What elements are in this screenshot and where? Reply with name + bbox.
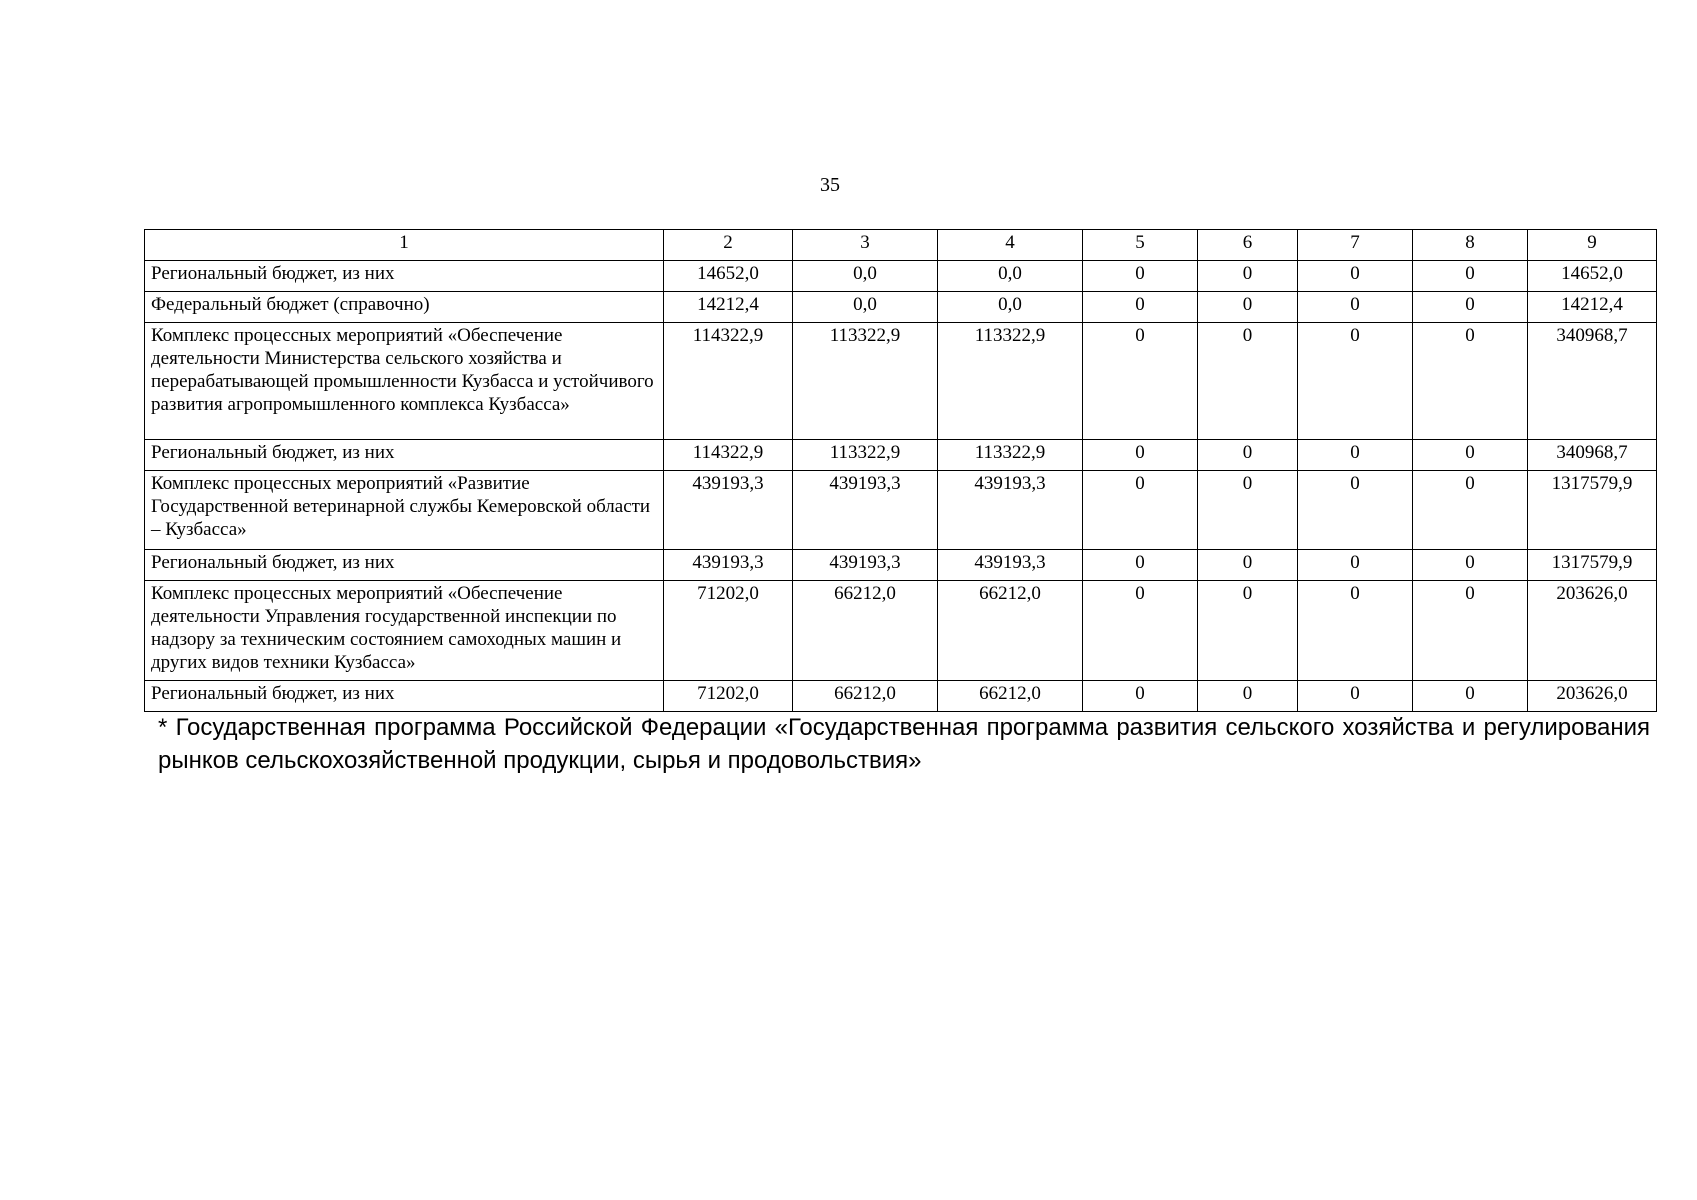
row-name: Региональный бюджет, из них [145, 261, 664, 292]
table-row [145, 581, 1657, 681]
value-cell: 203626,0 [1528, 581, 1657, 681]
value-cell: 439193,3 [938, 471, 1083, 550]
value-cell: 113322,9 [793, 440, 938, 471]
value-cell: 439193,3 [938, 550, 1083, 581]
value-cell: 0,0 [938, 292, 1083, 323]
value-cell: 0 [1298, 440, 1413, 471]
value-cell: 66212,0 [793, 581, 938, 681]
value-cell: 0 [1298, 261, 1413, 292]
row-name: Региональный бюджет, из них [145, 681, 664, 712]
value-cell: 14212,4 [664, 292, 793, 323]
row-name: Комплекс процессных мероприятий «Обеспечение деятельности Управления государственной инспекции по надзору за техническим состоянием самоходных машин и других видов техники Кузбасса» [145, 581, 664, 681]
table-header-row [145, 230, 1657, 261]
value-cell: 113322,9 [938, 323, 1083, 440]
budget-table [144, 229, 1657, 712]
value-cell: 1317579,9 [1528, 550, 1657, 581]
value-cell: 439193,3 [793, 471, 938, 550]
value-cell: 0 [1413, 292, 1528, 323]
value-cell: 0 [1083, 261, 1198, 292]
value-cell: 0 [1198, 292, 1298, 323]
row-name: Региональный бюджет, из них [145, 550, 664, 581]
value-cell: 0 [1083, 471, 1198, 550]
value-cell: 14652,0 [1528, 261, 1657, 292]
value-cell: 0 [1298, 681, 1413, 712]
header-cell: 2 [664, 230, 793, 261]
value-cell: 0 [1083, 440, 1198, 471]
table-row [145, 261, 1657, 292]
value-cell: 0 [1083, 323, 1198, 440]
value-cell: 66212,0 [938, 581, 1083, 681]
header-cell: 4 [938, 230, 1083, 261]
value-cell: 113322,9 [938, 440, 1083, 471]
value-cell: 0 [1198, 681, 1298, 712]
header-cell: 9 [1528, 230, 1657, 261]
value-cell: 113322,9 [793, 323, 938, 440]
value-cell: 0 [1083, 550, 1198, 581]
value-cell: 71202,0 [664, 681, 793, 712]
value-cell: 0,0 [793, 292, 938, 323]
value-cell: 1317579,9 [1528, 471, 1657, 550]
row-name: Комплекс процессных мероприятий «Развитие Государственной ветеринарной службы Кемеровской области – Кузбасса» [145, 471, 664, 550]
value-cell: 0 [1083, 292, 1198, 323]
value-cell: 0 [1198, 440, 1298, 471]
row-name: Региональный бюджет, из них [145, 440, 664, 471]
value-cell: 66212,0 [938, 681, 1083, 712]
header-cell: 6 [1198, 230, 1298, 261]
value-cell: 114322,9 [664, 323, 793, 440]
table-row [145, 440, 1657, 471]
value-cell: 0 [1413, 471, 1528, 550]
value-cell: 0 [1198, 471, 1298, 550]
value-cell: 340968,7 [1528, 440, 1657, 471]
value-cell: 0 [1413, 550, 1528, 581]
header-cell: 3 [793, 230, 938, 261]
value-cell: 0,0 [793, 261, 938, 292]
page-number: 35 [820, 174, 840, 196]
value-cell: 340968,7 [1528, 323, 1657, 440]
value-cell: 0 [1198, 581, 1298, 681]
value-cell: 114322,9 [664, 440, 793, 471]
value-cell: 14652,0 [664, 261, 793, 292]
value-cell: 0 [1413, 261, 1528, 292]
footnote: * Государственная программа Российской Федерации «Государственная программа развития сельского хозяйства и регулирования рынков сельскохозяйственной продукции, сырья и продовольствия» [158, 714, 1650, 774]
value-cell: 439193,3 [793, 550, 938, 581]
table-row [145, 550, 1657, 581]
value-cell: 0,0 [938, 261, 1083, 292]
value-cell: 0 [1198, 261, 1298, 292]
value-cell: 0 [1298, 292, 1413, 323]
table-row [145, 471, 1657, 550]
header-cell: 1 [145, 230, 664, 261]
value-cell: 0 [1198, 323, 1298, 440]
value-cell: 439193,3 [664, 471, 793, 550]
value-cell: 0 [1198, 550, 1298, 581]
value-cell: 0 [1083, 581, 1198, 681]
value-cell: 14212,4 [1528, 292, 1657, 323]
value-cell: 0 [1413, 323, 1528, 440]
table-row [145, 292, 1657, 323]
value-cell: 0 [1298, 323, 1413, 440]
value-cell: 0 [1298, 581, 1413, 681]
table-row [145, 681, 1657, 712]
value-cell: 0 [1413, 681, 1528, 712]
value-cell: 66212,0 [793, 681, 938, 712]
value-cell: 439193,3 [664, 550, 793, 581]
header-cell: 5 [1083, 230, 1198, 261]
header-cell: 8 [1413, 230, 1528, 261]
value-cell: 0 [1083, 681, 1198, 712]
value-cell: 0 [1413, 581, 1528, 681]
header-cell: 7 [1298, 230, 1413, 261]
value-cell: 71202,0 [664, 581, 793, 681]
row-name: Федеральный бюджет (справочно) [145, 292, 664, 323]
value-cell: 0 [1298, 471, 1413, 550]
value-cell: 203626,0 [1528, 681, 1657, 712]
table-row [145, 323, 1657, 440]
value-cell: 0 [1298, 550, 1413, 581]
value-cell: 0 [1413, 440, 1528, 471]
row-name: Комплекс процессных мероприятий «Обеспечение деятельности Министерства сельского хозяйства и перерабатывающей промышленности Кузбасса и устойчивого развития агропромышленного комплекса Кузбасса» [145, 323, 664, 440]
